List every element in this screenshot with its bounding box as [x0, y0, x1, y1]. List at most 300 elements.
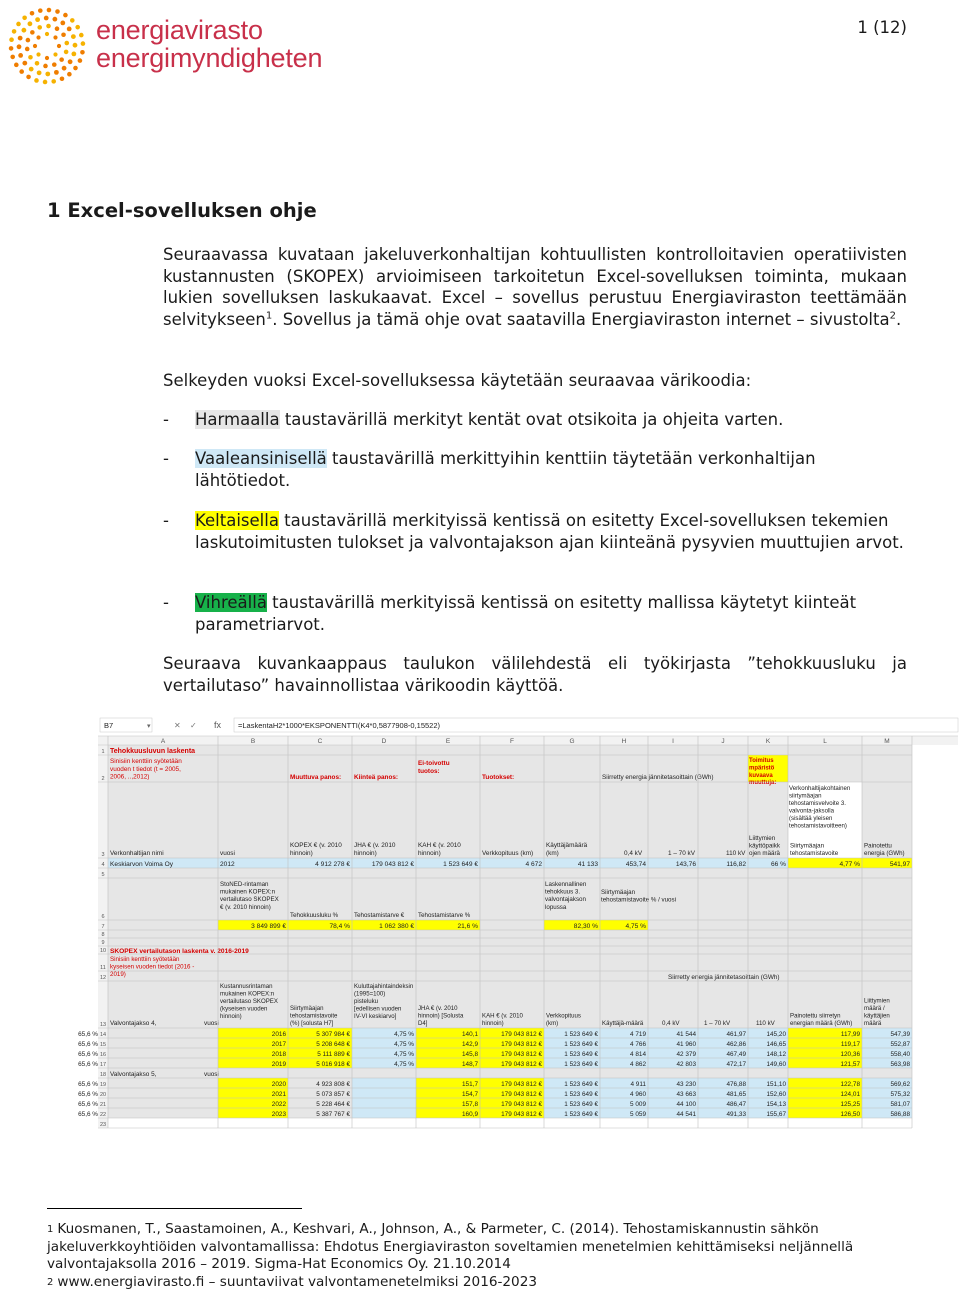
data-cell: 4,75 % — [394, 1051, 414, 1058]
column-letter: L — [823, 738, 827, 745]
data-cell: 179 043 812 € — [501, 1031, 542, 1038]
cell-text: siirtymäajan — [789, 792, 822, 800]
logo-dot — [33, 44, 37, 48]
cell-bg — [108, 1068, 912, 1078]
data-cell: 120,36 — [840, 1051, 860, 1058]
logo-dot — [38, 8, 43, 13]
cell-text: 0,4 kV — [624, 850, 643, 857]
data-cell: 472,17 — [726, 1061, 746, 1068]
data-cell: 179 043 812 € — [501, 1041, 542, 1048]
row4-cell: 41 133 — [577, 861, 598, 868]
logo-dot — [81, 41, 86, 46]
cell-text: Kiinteä panos: — [354, 774, 399, 781]
data-cell: 65,6 % — [78, 1061, 98, 1068]
highlight-light-blue: Vaaleansinisellä — [195, 449, 327, 468]
logo-dot — [22, 16, 27, 21]
data-cell: 491,33 — [726, 1111, 746, 1118]
row4-cell: 66 % — [770, 861, 786, 868]
cell-text: vuoden t tiedot (t = 2005, — [110, 765, 181, 773]
cell-text: mukainen KOPEX:n — [220, 888, 276, 896]
logo-dot — [59, 57, 64, 62]
cell-text: ojen määrä — [749, 850, 780, 857]
logo-dot — [71, 34, 76, 39]
data-cell: 575,32 — [890, 1091, 910, 1098]
logo-dot — [51, 79, 56, 84]
cell-text: Valvontajakso 4, — [110, 1020, 157, 1027]
cell-text: mukainen KOPEX:n — [220, 990, 275, 998]
data-cell: 65,6 % — [78, 1041, 98, 1048]
logo-dot — [46, 24, 51, 29]
data-cell: 462,86 — [726, 1041, 746, 1048]
data-cell: 42 803 — [676, 1061, 696, 1068]
cell-text: Muuttuva panos: — [290, 774, 342, 781]
logo-dot — [43, 80, 48, 85]
cell-text: Siirtymäajan — [601, 889, 636, 896]
data-cell: 2018 — [271, 1051, 286, 1058]
cell-bg — [108, 868, 912, 878]
data-cell: 41 960 — [676, 1041, 696, 1048]
data-cell: 43 230 — [676, 1081, 696, 1088]
data-cell: 5 016 918 € — [316, 1061, 350, 1068]
cell-text: kyseisen vuoden tiedot (2016 - — [110, 963, 195, 971]
data-cell: 146,65 — [766, 1041, 786, 1048]
data-cell: 121,57 — [840, 1061, 860, 1068]
cell-text: hinnoin) — [482, 1020, 504, 1027]
cell-text: 2019) — [110, 971, 126, 979]
row-number: 2 — [101, 776, 105, 782]
logo-dot — [62, 66, 67, 71]
cancel-icon: ✕ — [174, 721, 181, 730]
row7-cell: 1 062 380 € — [379, 923, 414, 930]
data-cell: 43 663 — [676, 1091, 696, 1098]
column-letter: M — [884, 738, 890, 745]
data-cell: 179 043 812 € — [501, 1101, 542, 1108]
footnote-2: $^2$ www.energiavirasto.fi – suuntaviivat valvontamenetelmiksi 2016-2023 — [47, 1274, 538, 1290]
row7-cell: 3 849 899 € — [251, 923, 286, 930]
data-cell: 5 111 889 € — [317, 1051, 350, 1058]
data-cell: 4 766 — [630, 1041, 646, 1048]
data-cell: 481,65 — [726, 1091, 746, 1098]
row4-cell: 4,77 % — [839, 861, 860, 868]
cell-text: määrä / — [864, 1005, 885, 1012]
data-cell: 41 544 — [676, 1031, 696, 1038]
logo-dot — [71, 51, 76, 56]
row4-cell: 116,82 — [726, 861, 746, 868]
logo-dot — [26, 38, 31, 43]
cell-bg — [352, 1078, 416, 1088]
data-cell: 1 523 649 € — [564, 1091, 598, 1098]
cell-text: KAH € (v. 2010 — [418, 842, 461, 850]
data-cell: 117,99 — [840, 1031, 860, 1038]
data-cell: 461,97 — [726, 1031, 746, 1038]
energiavirasto-logo-icon — [6, 5, 88, 87]
page-number: 1 (12) — [857, 18, 907, 37]
highlight-green: Vihreällä — [195, 593, 267, 612]
data-cell: 569,62 — [890, 1081, 910, 1088]
cell-text: Liittymien — [864, 997, 890, 1005]
highlight-yellow: Keltaisella — [195, 511, 279, 530]
data-cell: 2016 — [271, 1031, 286, 1038]
section-heading: 1 Excel-sovelluksen ohje — [47, 199, 317, 222]
data-cell: 2019 — [271, 1061, 286, 1068]
data-cell: 154,7 — [462, 1091, 478, 1098]
logo-dot — [64, 50, 69, 55]
cell-text: vuosi — [220, 850, 235, 857]
cell-text: Kustannusrintaman — [220, 983, 273, 990]
logo-dot — [37, 25, 42, 30]
row-number: 13 — [99, 1022, 107, 1028]
data-cell: 42 379 — [676, 1051, 696, 1058]
row-number: 9 — [101, 940, 105, 946]
cell-text: [edellisen vuoden — [354, 1005, 402, 1013]
logo-text-swedish: energimyndigheten — [96, 43, 323, 73]
logo-dot — [64, 41, 69, 46]
data-cell: 148,12 — [766, 1051, 786, 1058]
data-cell: 145,20 — [766, 1031, 786, 1038]
cell-text: KAH € (v. 2010 — [482, 1012, 523, 1020]
cell-text: Siirretty energia jännitetasoittain (GWh) — [668, 974, 780, 981]
row7-cell: 82,30 % — [573, 923, 598, 930]
row-number: 14 — [99, 1032, 107, 1038]
data-cell: 2021 — [271, 1091, 286, 1098]
data-cell: 152,60 — [766, 1091, 786, 1098]
logo-dot — [12, 29, 17, 34]
logo-dot — [19, 69, 24, 74]
cell-text: Käyttäjämäärä — [546, 842, 588, 850]
logo-dot — [55, 9, 60, 14]
data-cell: 5 228 464 € — [316, 1101, 350, 1108]
logo-dot — [16, 22, 21, 27]
column-letter: B — [250, 738, 256, 745]
logo-dot — [79, 33, 84, 38]
cell-text: StoNED-rintaman — [220, 881, 269, 888]
data-cell: 44 100 — [676, 1101, 696, 1108]
logo-dot — [52, 17, 57, 22]
data-cell: 586,88 — [890, 1111, 910, 1118]
column-letter: J — [721, 738, 725, 745]
cell-text: Painotettu siirretyn — [790, 1012, 841, 1020]
logo-dot — [45, 56, 49, 60]
row-number: 1 — [101, 749, 105, 755]
column-letter: A — [160, 738, 166, 745]
data-cell: 154,13 — [766, 1101, 786, 1108]
data-cell: 2022 — [271, 1101, 286, 1108]
row-number: 5 — [101, 872, 105, 878]
logo-dot — [44, 16, 49, 21]
row4-cell: 541,97 — [889, 861, 910, 868]
column-letter: I — [672, 738, 674, 745]
name-box-dropdown-icon: ▾ — [147, 723, 151, 730]
data-cell: 148,7 — [462, 1061, 478, 1068]
data-cell: 2020 — [271, 1081, 286, 1088]
cell-bg — [352, 1088, 416, 1098]
cell-text: (km) — [546, 1020, 559, 1027]
data-cell: 5 009 — [630, 1101, 646, 1108]
data-cell: 179 043 812 € — [501, 1111, 542, 1118]
data-cell: 65,6 % — [78, 1051, 98, 1058]
data-cell: 65,6 % — [78, 1101, 98, 1108]
cell-text: Verkonhaltijan nimi — [110, 850, 164, 857]
cell-text: muuttuja: — [749, 780, 777, 787]
data-cell: 142,9 — [462, 1041, 478, 1048]
logo-dot — [17, 44, 22, 49]
name-box-text: B7 — [104, 721, 114, 730]
cell-text: tuotos: — [418, 767, 440, 775]
cell-text: Verkonhaltijakohtainen — [789, 785, 851, 792]
cell-bg — [352, 1108, 416, 1118]
logo-dot — [9, 37, 14, 42]
column-letter: G — [569, 738, 575, 745]
data-cell: 124,01 — [840, 1091, 860, 1098]
data-cell: 4 719 — [630, 1031, 646, 1038]
cell-text: valvonta-jaksolla — [789, 807, 835, 815]
data-cell: 1 523 649 € — [564, 1081, 598, 1088]
data-cell: 125,25 — [840, 1101, 860, 1108]
cell-text: vertailutaso SKOPEX — [220, 998, 278, 1005]
row4-cell: 143,76 — [675, 861, 696, 868]
cell-text: hinnoin) [Solusta — [418, 1012, 464, 1020]
data-cell: 2017 — [271, 1041, 286, 1048]
cell-text: Toimitus — [749, 758, 774, 764]
column-letter: D — [381, 738, 387, 745]
data-cell: 5 208 648 € — [316, 1041, 350, 1048]
cell-bg — [108, 1048, 218, 1058]
row4-cell: 4 912 278 € — [315, 861, 350, 868]
cell-text: Tuotokset: — [482, 774, 515, 781]
logo-dot — [53, 52, 57, 56]
cell-text: 110 kV — [726, 850, 746, 857]
data-cell: 65,6 % — [78, 1031, 98, 1038]
cell-text: kuvaava — [749, 772, 773, 779]
cell-text: 1 – 70 kV — [704, 1020, 731, 1027]
logo-dot — [52, 62, 57, 67]
cell-bg — [108, 1088, 218, 1098]
cell-text: JHA € (v. 2010 — [354, 842, 396, 850]
spreadsheet-screenshot — [78, 716, 958, 1156]
logo-dot — [35, 17, 40, 22]
logo-dot — [28, 21, 33, 26]
data-cell: 179 043 812 € — [501, 1051, 542, 1058]
logo-dot — [80, 50, 85, 55]
cell-text: tehokkuus 3. — [545, 888, 581, 896]
data-cell: 4 814 — [630, 1051, 646, 1058]
intro-paragraph: Seuraavassa kuvataan jakeluverkonhaltijan kohtuullisten kontrolloitavien operatiivisten kustannusten (SKOPEX) arvioimiseen tarkoitetun Excel-sovelluksen toiminta, mukaan lukien sovelluksen laskukaavat. Excel – sovellus perustuu Energiaviraston teettämään selvitykseen$^1$. Sovellus ja tämä ohje ovat saatavilla Energiaviraston internet – sivustolta$^2$. — [163, 245, 907, 329]
highlight-grey: Harmaalla — [195, 410, 280, 429]
logo-dot — [61, 32, 66, 37]
logo-dot — [53, 35, 57, 39]
cell-text: tehostamistavoitteen) — [789, 822, 847, 830]
bullet-light-blue: - Vaaleansinisellä taustavärillä merkittyihin kenttiin täytetään verkonhaltijan lähtötiedot. — [163, 449, 816, 490]
cell-bg — [108, 1098, 218, 1108]
logo-dot — [73, 66, 78, 71]
column-letter: E — [445, 738, 451, 745]
cell-text: määrä — [864, 1020, 882, 1027]
row4-cell: 1 523 649 € — [443, 861, 478, 868]
data-cell: 145,8 — [462, 1051, 478, 1058]
data-cell: 2023 — [271, 1111, 286, 1118]
logo-dot — [68, 59, 73, 64]
function-icon: fx — [214, 720, 222, 730]
data-cell: 119,17 — [840, 1041, 860, 1048]
data-cell: 151,10 — [766, 1081, 786, 1088]
cell-text: hinnoin) — [354, 850, 377, 857]
footnote-1: $^1$ Kuosmanen, T., Saastamoinen, A., Keshvari, A., Johnson, A., & Parmeter, C. (2014). Tehostamiskannustin sähkön jakeluverkkoyhtiöiden valvontamallissa: Ehdotus Energiaviraston soveltamien menetelmien kehittämiseksi neljännellä valvontajaksolla 2016 – 2019. Sigma-Hat Economics Oy. 21.10.2014 — [47, 1221, 854, 1272]
data-cell: 179 043 812 € — [501, 1081, 542, 1088]
data-cell: 563,98 — [890, 1061, 910, 1068]
data-cell: 1 523 649 € — [564, 1051, 598, 1058]
logo-dot — [34, 78, 39, 83]
cell-text: (%) [solusta H7] — [290, 1020, 334, 1027]
logo-dot — [60, 76, 65, 81]
color-code-intro: Selkeyden vuoksi Excel-sovelluksessa käytetään seuraavaa värikoodia: — [163, 371, 752, 390]
enter-icon: ✓ — [190, 721, 197, 730]
cell-text: Sinisiin kenttiin syötetään — [110, 956, 180, 963]
data-cell: 126,50 — [840, 1111, 860, 1118]
data-cell: 5 307 984 € — [316, 1031, 350, 1038]
cell-text: tehostamistavoite % / vuosi — [601, 896, 676, 904]
logo-dot — [73, 43, 78, 48]
data-cell: 179 043 812 € — [501, 1061, 542, 1068]
closing-paragraph: Seuraava kuvankaappaus taulukon välilehdestä eli työkirjasta ”tehokkuusluku ja vertailutaso” havainnollistaa värikoodin käyttöä. — [163, 654, 907, 695]
row7-cell: 78,4 % — [329, 923, 350, 930]
logo-dot — [28, 55, 33, 60]
cell-bg — [108, 1108, 218, 1118]
cell-text: Valvontajakso 5, — [110, 1071, 157, 1078]
row-number: 15 — [99, 1042, 107, 1048]
data-cell: 157,8 — [462, 1101, 478, 1108]
row-number: 20 — [99, 1092, 107, 1098]
column-letter: H — [621, 738, 627, 745]
logo-text-finnish: energiavirasto — [96, 15, 263, 45]
bullet-green: - Vihreällä taustavärillä merkityissä kentissä on esitetty mallissa käytetyt kiinteät parametriarvot. — [163, 593, 857, 634]
cell-text: energian määrä (GWh) — [790, 1020, 853, 1027]
cell-text: tehostamistavoite — [790, 850, 839, 857]
data-cell: 476,88 — [726, 1081, 746, 1088]
data-cell: 1 523 649 € — [564, 1061, 598, 1068]
logo-dot — [18, 36, 23, 41]
cell-text: 1 – 70 kV — [668, 850, 696, 857]
cell-text: käyttäjien — [864, 1012, 890, 1020]
data-cell: 558,40 — [890, 1051, 910, 1058]
cell-text: € (v. 2010 hinnoin) — [220, 903, 271, 911]
cell-text: lopussa — [545, 903, 567, 911]
row-number: 22 — [99, 1112, 107, 1118]
row-number: 19 — [99, 1082, 107, 1088]
logo-dot — [55, 26, 60, 31]
logo-dot — [36, 35, 40, 39]
logo-dot — [25, 47, 30, 52]
footnote-ref-2[interactable]: 2 — [889, 310, 896, 322]
data-cell: 4 862 — [630, 1061, 646, 1068]
data-cell: 1 523 649 € — [564, 1101, 598, 1108]
cell-bg — [108, 1078, 218, 1088]
row-number: 17 — [99, 1062, 107, 1068]
formula-text: =LaskentaH2*1000*EKSPONENTTI(K4*0,5877908-0,15522) — [238, 721, 441, 730]
footnote-ref-1[interactable]: 1 — [265, 310, 273, 322]
cell-text: vuosi — [204, 1071, 219, 1078]
row-number: 3 — [101, 852, 105, 858]
data-cell: 140,1 — [462, 1031, 478, 1038]
cell-text: Sinisiin kenttiin syötetään — [110, 758, 182, 765]
logo-dot — [30, 11, 35, 16]
cell-bg — [108, 1058, 218, 1068]
data-cell: 4,75 % — [394, 1031, 414, 1038]
logo-dot — [75, 25, 80, 30]
data-cell: 1 523 649 € — [564, 1031, 598, 1038]
row-number: 21 — [99, 1102, 107, 1108]
logo-dot — [37, 70, 42, 75]
bullet-grey: - Harmaalla taustavärillä merkityt kentät ovat otsikoita ja ohjeita varten. — [163, 410, 784, 429]
logo-dot — [43, 64, 48, 69]
logo-dot — [22, 61, 27, 66]
footnote-separator — [47, 1208, 302, 1209]
cell-text: valvontajakson — [545, 896, 586, 904]
cell-text: 110 kV — [756, 1020, 775, 1027]
data-cell: 5 387 767 € — [316, 1111, 350, 1118]
logo-dot — [35, 61, 40, 66]
logo-dot — [18, 53, 23, 58]
cell-text: Painotettu — [864, 842, 892, 850]
data-cell: 467,49 — [726, 1051, 746, 1058]
data-cell: 5 073 857 € — [316, 1091, 350, 1098]
cell-text: JHA € (v. 2010 — [418, 1005, 458, 1012]
data-cell: 4 911 — [630, 1081, 646, 1088]
cell-text: Tehokkuusluku % — [290, 912, 339, 919]
column-header-bar — [98, 736, 958, 745]
cell-text: (sisältää yleisen — [789, 815, 833, 822]
logo-dot — [36, 52, 40, 56]
cell-text: KOPEX € (v. 2010 — [290, 842, 342, 850]
logo-dot — [63, 13, 68, 18]
column-letter: F — [510, 738, 514, 745]
data-cell: 4,75 % — [394, 1061, 414, 1068]
row4-cell: Keskiarvon Voima Oy — [110, 861, 174, 868]
cell-text: Verkkopituus — [546, 1012, 581, 1020]
logo-dot — [67, 27, 72, 32]
logo-dot — [14, 63, 19, 68]
logo-dot — [26, 75, 31, 80]
row-number: 16 — [99, 1052, 107, 1058]
data-cell: 1 523 649 € — [564, 1041, 598, 1048]
cell-text: tehostamistavoite — [290, 1012, 338, 1020]
data-cell: 44 541 — [676, 1111, 696, 1118]
row-number: 11 — [100, 965, 106, 971]
cell-text: Ei-toivottu — [418, 760, 450, 767]
logo-dot — [60, 20, 65, 25]
data-cell: 65,6 % — [78, 1111, 98, 1118]
data-cell: 160,9 — [462, 1111, 478, 1118]
row-number: 23 — [99, 1122, 107, 1128]
cell-bg — [108, 930, 912, 981]
cell-text: Laskennallinen — [545, 881, 587, 888]
cell-text: hinnoin) — [290, 850, 313, 857]
cell-text: (km) — [546, 850, 559, 857]
data-cell: 151,7 — [462, 1081, 478, 1088]
cell-text: (kyseisen vuoden — [220, 1005, 268, 1013]
data-cell: 122,78 — [840, 1081, 860, 1088]
row4-cell: 179 043 812 € — [371, 861, 414, 868]
cell-text: Siirtymäajan — [790, 842, 825, 850]
cell-text: (1995=100) — [354, 990, 386, 998]
logo-dot — [21, 28, 26, 33]
data-cell: 581,07 — [890, 1101, 910, 1108]
cell-text: mpäristö — [749, 765, 775, 772]
cell-bg — [108, 1038, 218, 1048]
logo-dot — [70, 18, 75, 23]
cell-bg — [352, 1098, 416, 1108]
cell-text: käyttöpaikk — [749, 842, 780, 850]
cell-text: Verkkopituus (km) — [482, 850, 534, 857]
